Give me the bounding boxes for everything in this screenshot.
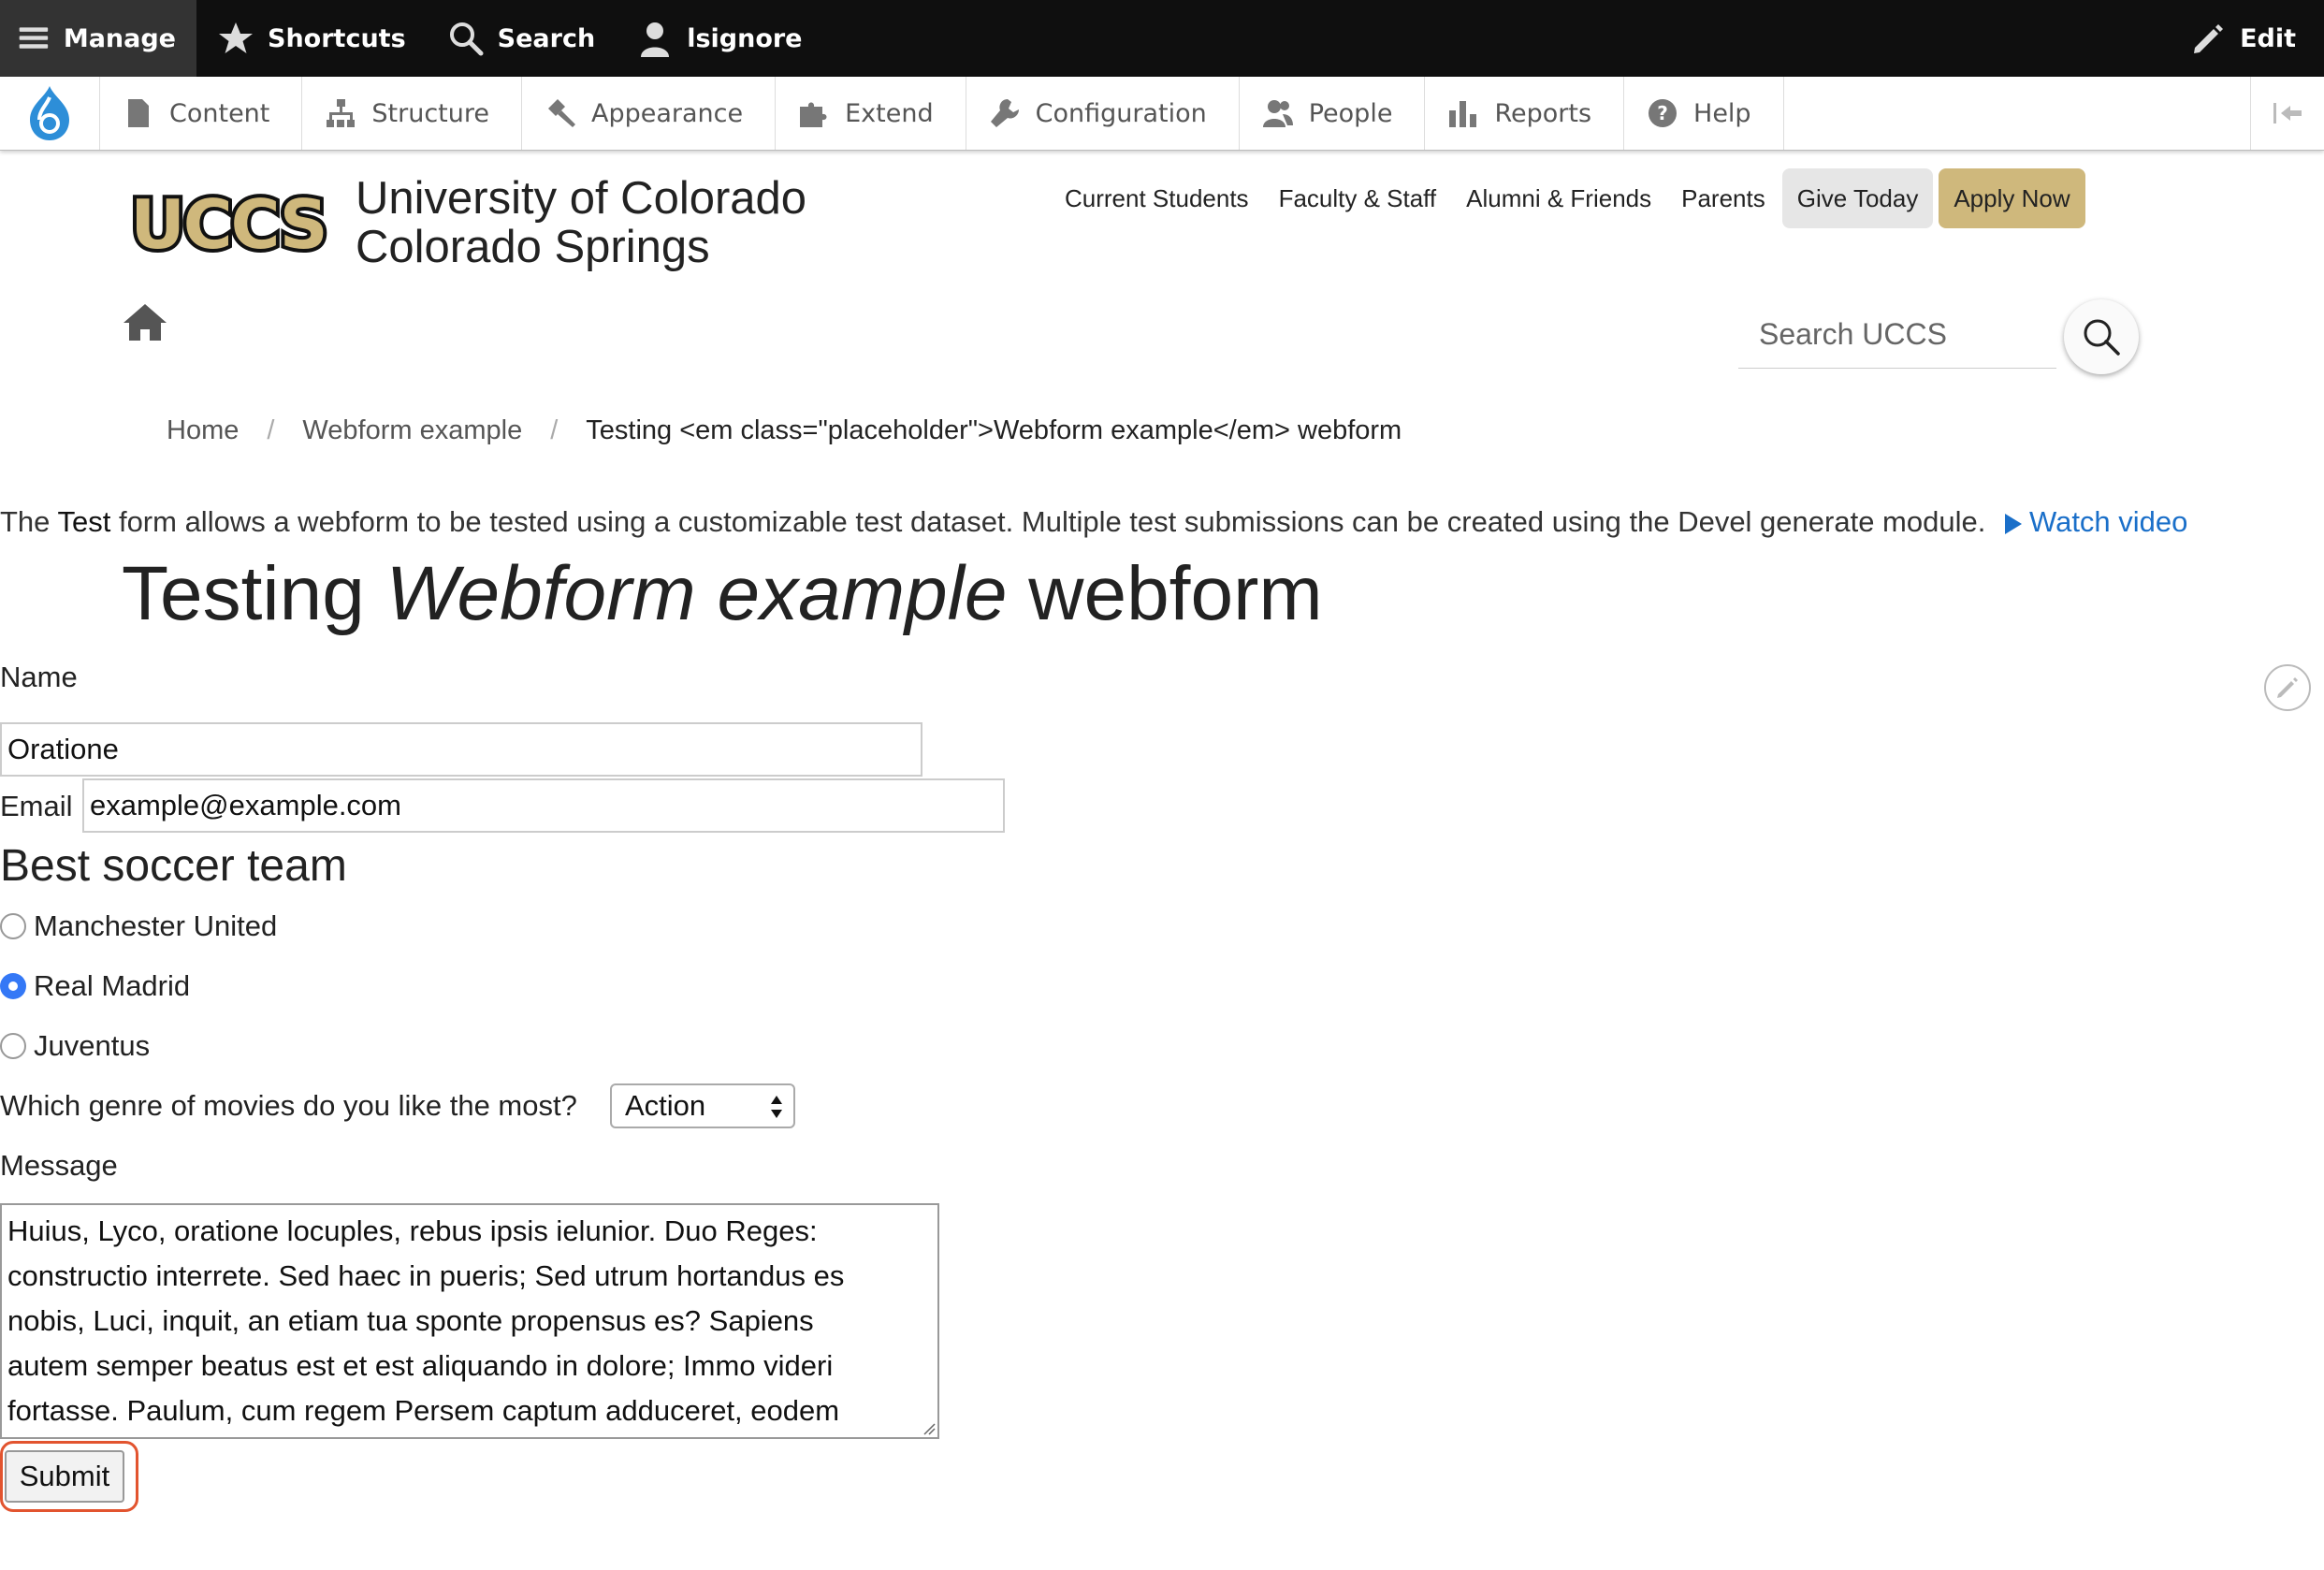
university-name-line2: Colorado Springs xyxy=(356,222,710,272)
form-description xyxy=(0,505,2187,539)
search-icon xyxy=(2081,316,2122,357)
sitemap-icon xyxy=(325,97,356,129)
message-label: Message xyxy=(0,1149,118,1182)
contextual-edit-button[interactable] xyxy=(2264,664,2311,711)
resize-handle-icon[interactable] xyxy=(921,1420,936,1435)
help-icon xyxy=(1647,97,1678,129)
wrench-icon xyxy=(545,97,576,129)
breadcrumb-current: Testing <em class="placeholder">Webform example</em> webform xyxy=(586,415,1402,445)
shortcuts-label: Shortcuts xyxy=(268,23,406,53)
search-tab[interactable] xyxy=(427,0,617,77)
admin-toolbar xyxy=(0,0,2324,77)
genre-select[interactable] xyxy=(610,1083,795,1128)
tray-item-extend[interactable] xyxy=(776,77,966,150)
tray-item-configuration[interactable] xyxy=(966,77,1240,150)
edit-tab[interactable] xyxy=(2169,0,2324,77)
nav-current-students[interactable]: Current Students xyxy=(1065,184,1249,212)
radio-label: Manchester United xyxy=(34,909,278,942)
tray-label: Extend xyxy=(845,98,934,128)
title-suffix: webform xyxy=(1007,551,1323,636)
message-line: fortasse. Paulum, cum regem Persem captum adduceret, eodem xyxy=(7,1394,840,1427)
nav-parents[interactable]: Parents xyxy=(1681,184,1765,212)
site-search-input[interactable] xyxy=(1738,301,2056,369)
best-soccer-team-legend: Best soccer team xyxy=(0,841,347,891)
wrench-icon xyxy=(989,97,1021,129)
admin-tray xyxy=(0,77,2324,151)
email-input[interactable] xyxy=(82,778,1005,833)
manage-tab[interactable] xyxy=(0,0,196,77)
title-prefix: Testing xyxy=(122,551,386,636)
tray-label: Structure xyxy=(371,98,489,128)
nav-faculty-staff[interactable]: Faculty & Staff xyxy=(1278,184,1437,212)
file-icon xyxy=(123,97,154,129)
tray-label: People xyxy=(1308,98,1393,128)
user-tab[interactable] xyxy=(616,0,822,77)
radio-button-checked[interactable] xyxy=(0,973,26,999)
radio-button[interactable] xyxy=(0,1033,26,1059)
bar-chart-icon xyxy=(1447,97,1479,129)
tray-item-content[interactable] xyxy=(100,77,302,150)
site-search-button[interactable] xyxy=(2064,299,2139,374)
description-test: Test xyxy=(57,505,111,538)
university-name[interactable] xyxy=(356,174,806,271)
page-title xyxy=(122,550,1323,638)
name-input[interactable] xyxy=(0,722,922,777)
radio-option-juventus[interactable] xyxy=(0,1029,150,1063)
manage-label: Manage xyxy=(63,23,176,53)
drupal-logo[interactable] xyxy=(0,77,100,150)
tray-label: Configuration xyxy=(1035,98,1207,128)
star-icon xyxy=(217,20,254,57)
tray-label: Appearance xyxy=(591,98,744,128)
search-label: Search xyxy=(497,23,596,53)
tray-label: Content xyxy=(169,98,270,128)
message-line: Huius, Lyco, oratione locuples, rebus ipsis ielunior. Duo Reges: xyxy=(7,1214,818,1247)
puzzle-icon xyxy=(798,97,830,129)
select-arrows-icon xyxy=(769,1093,784,1121)
uccs-logo[interactable] xyxy=(122,192,335,257)
name-label: Name xyxy=(0,661,78,693)
watch-video-link[interactable] xyxy=(1994,505,2187,538)
breadcrumb-webform-example[interactable]: Webform example xyxy=(302,415,523,445)
message-line: constructio interrete. Sed haec in pueris; Sed utrum hortandus es xyxy=(7,1259,845,1292)
play-icon xyxy=(2005,514,2022,534)
university-name-line1: University of Colorado xyxy=(356,173,807,224)
edit-label: Edit xyxy=(2240,23,2296,53)
shortcuts-tab[interactable] xyxy=(196,0,427,77)
logo-text: UCCS xyxy=(130,192,327,257)
watch-video-label: Watch video xyxy=(2028,505,2188,538)
description-after: form allows a webform to be tested using a customizable test dataset. Multiple test submissions can be created using the Devel generate module. xyxy=(110,505,1986,538)
submit-button[interactable]: Submit xyxy=(5,1450,124,1503)
radio-label: Real Madrid xyxy=(34,969,191,1002)
radio-label: Juventus xyxy=(34,1029,151,1062)
tray-item-appearance[interactable] xyxy=(522,77,776,150)
message-line: nobis, Luci, inquit, an etiam tua sponte propensus es? Sapiens xyxy=(7,1304,814,1337)
svg-text:?: ? xyxy=(1657,102,1668,124)
drupal-drop-icon xyxy=(22,84,77,142)
breadcrumb xyxy=(167,415,1402,446)
breadcrumb-separator: / xyxy=(550,415,559,445)
pencil-icon xyxy=(2189,20,2227,57)
apply-now-button[interactable]: Apply Now xyxy=(1939,168,2084,228)
title-emphasis: Webform example xyxy=(385,551,1008,636)
nav-alumni-friends[interactable]: Alumni & Friends xyxy=(1466,184,1652,212)
tray-label: Help xyxy=(1693,98,1751,128)
home-icon[interactable] xyxy=(122,301,168,342)
tray-item-people[interactable] xyxy=(1240,77,1426,150)
description-before: The xyxy=(0,505,58,538)
radio-option-real-madrid[interactable] xyxy=(0,969,190,1003)
user-icon xyxy=(636,20,674,57)
hamburger-icon xyxy=(17,20,51,57)
tray-label: Reports xyxy=(1494,98,1592,128)
radio-button[interactable] xyxy=(0,913,26,939)
tray-item-reports[interactable] xyxy=(1425,77,1624,150)
collapse-left-icon xyxy=(2272,101,2303,125)
genre-selected-value: Action xyxy=(625,1089,706,1122)
give-today-button[interactable]: Give Today xyxy=(1782,168,1934,228)
breadcrumb-separator: / xyxy=(267,415,275,445)
email-label: Email xyxy=(0,790,73,822)
site-nav xyxy=(1050,168,2085,228)
message-line: autem semper beatus est et est aliquando in dolore; Immo videri xyxy=(7,1349,834,1382)
user-label: lsignore xyxy=(687,23,803,53)
message-textarea[interactable] xyxy=(0,1203,939,1439)
pencil-icon xyxy=(2275,676,2300,700)
uccs-wordmark xyxy=(122,192,335,257)
orientation-toggle[interactable] xyxy=(2250,77,2324,150)
radio-option-manchester-united[interactable] xyxy=(0,909,277,943)
breadcrumb-home[interactable]: Home xyxy=(167,415,240,445)
genre-label: Which genre of movies do you like the most? xyxy=(0,1089,577,1122)
tray-item-help[interactable] xyxy=(1624,77,1784,150)
tray-item-structure[interactable] xyxy=(302,77,522,150)
people-icon xyxy=(1262,97,1294,129)
search-icon xyxy=(447,20,485,57)
